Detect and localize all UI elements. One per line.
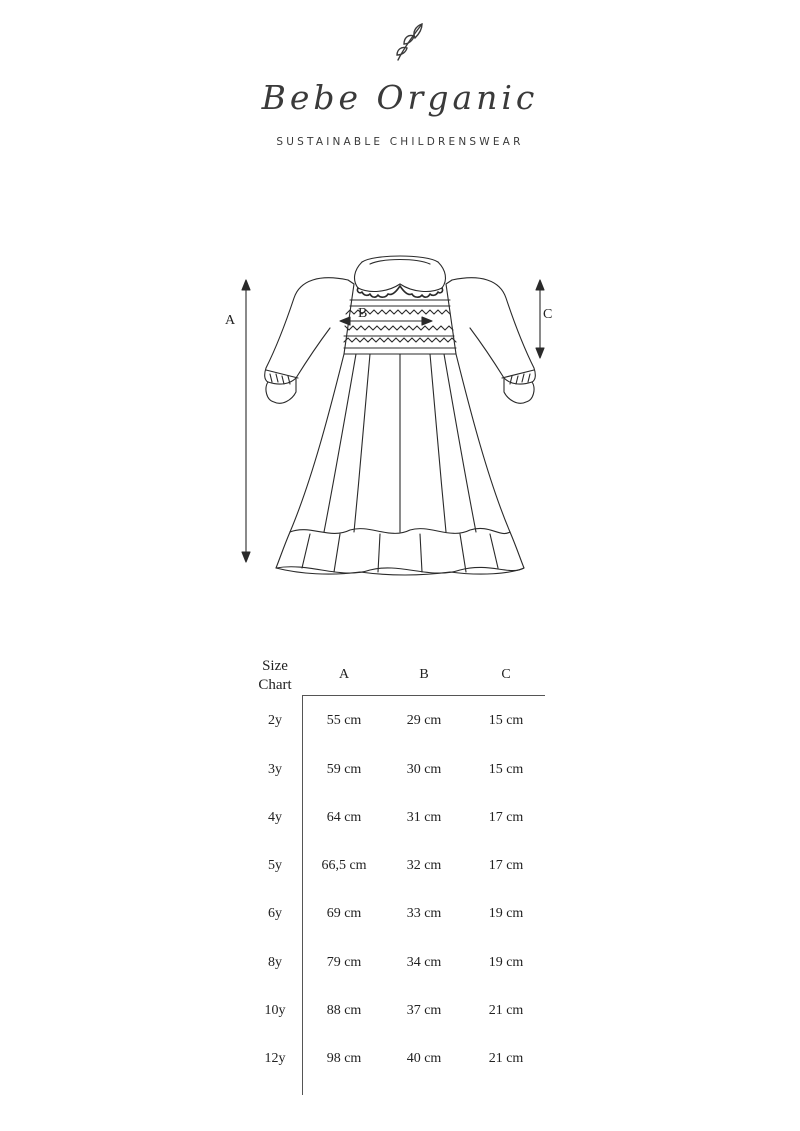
column-header-c: C	[501, 667, 511, 682]
measure-b-cell: 37 cm	[406, 1003, 442, 1018]
measure-a-cell: 98 cm	[326, 1051, 362, 1066]
size-chart-title: Size Chart	[258, 658, 292, 693]
measure-c-cell: 21 cm	[488, 1003, 524, 1018]
table-row	[250, 762, 550, 782]
measure-arrow-a	[242, 280, 250, 562]
size-cell: 2y	[268, 713, 282, 728]
measure-c-cell: 19 cm	[488, 906, 524, 921]
measure-b-cell: 31 cm	[406, 810, 442, 825]
measure-b-cell: 34 cm	[406, 955, 442, 970]
measure-b-cell: 40 cm	[406, 1051, 442, 1066]
measure-c-cell: 15 cm	[488, 762, 524, 777]
size-cell: 5y	[268, 858, 282, 873]
size-cell: 4y	[268, 810, 282, 825]
measure-a-cell: 66,5 cm	[321, 858, 367, 873]
measure-a-cell: 59 cm	[326, 762, 362, 777]
table-row	[250, 858, 550, 878]
size-column-divider	[302, 695, 303, 1095]
measure-b-cell: 29 cm	[406, 713, 442, 728]
header-divider	[302, 695, 545, 696]
size-cell: 3y	[268, 762, 282, 777]
leaf-sprig-icon	[388, 18, 432, 64]
measure-a-cell: 64 cm	[326, 810, 362, 825]
dress-illustration	[220, 250, 580, 590]
table-row	[250, 713, 550, 733]
label-c: C	[543, 307, 553, 322]
label-a: A	[225, 313, 236, 328]
measure-c-cell: 15 cm	[488, 713, 524, 728]
table-row	[250, 1051, 550, 1071]
size-cell: 10y	[264, 1003, 286, 1018]
measure-a-cell: 88 cm	[326, 1003, 362, 1018]
measure-b-cell: 33 cm	[406, 906, 442, 921]
size-chart-table	[250, 655, 550, 1095]
measure-a-cell: 79 cm	[326, 955, 362, 970]
table-row	[250, 810, 550, 830]
table-row	[250, 955, 550, 975]
table-row	[250, 906, 550, 926]
column-header-a: A	[338, 667, 350, 682]
measure-arrow-b	[340, 317, 432, 325]
measure-c-cell: 19 cm	[488, 955, 524, 970]
measure-b-cell: 30 cm	[406, 762, 442, 777]
measure-a-cell: 55 cm	[326, 713, 362, 728]
measure-b-cell: 32 cm	[406, 858, 442, 873]
size-cell: 6y	[268, 906, 282, 921]
column-header-b: B	[419, 667, 429, 682]
brand-name: Bebe Organic	[261, 78, 539, 117]
measure-c-cell: 21 cm	[488, 1051, 524, 1066]
table-row	[250, 1003, 550, 1023]
label-b: B	[358, 306, 368, 321]
measure-c-cell: 17 cm	[488, 810, 524, 825]
brand-tagline: SUSTAINABLE CHILDRENSWEAR	[276, 136, 524, 148]
size-cell: 12y	[264, 1051, 286, 1066]
measure-c-cell: 17 cm	[488, 858, 524, 873]
measure-a-cell: 69 cm	[326, 906, 362, 921]
size-cell: 8y	[268, 955, 282, 970]
